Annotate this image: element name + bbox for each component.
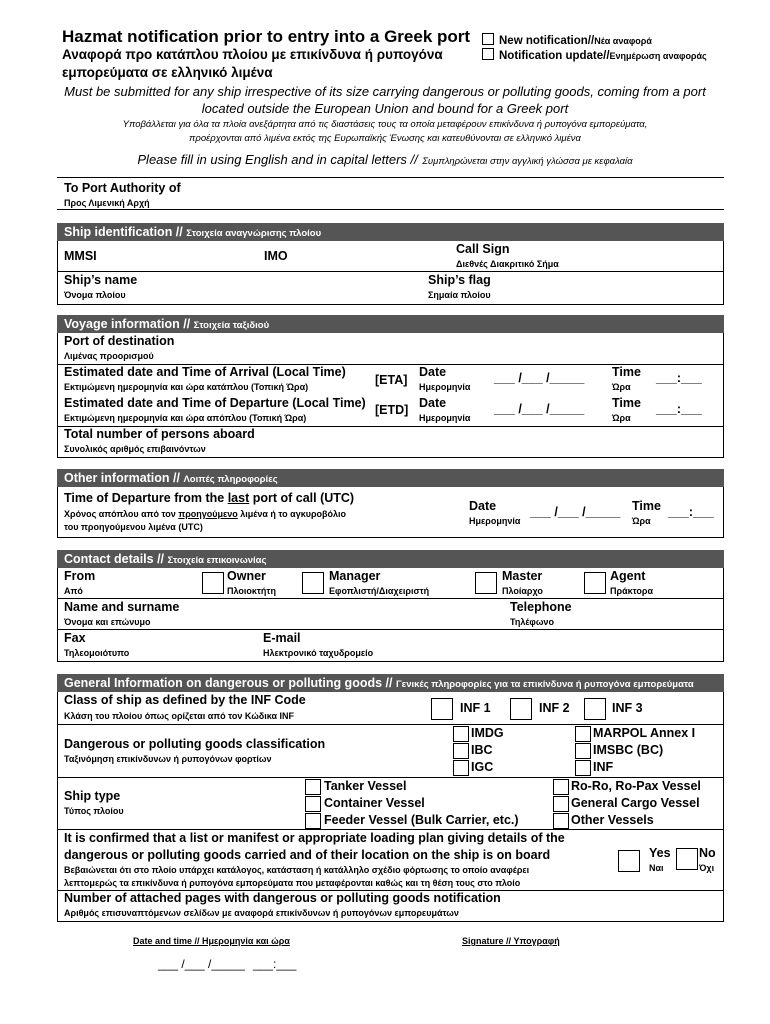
imsbc-label: IMSBC (BC) bbox=[593, 743, 664, 757]
manifest-confirmation-gr-line1: Βεβαιώνεται ότι στο πλοίο υπάρχει κατάλογος, κατάσταση ή κατάλληλο σχέδιο φόρτωσης το οποίο αναφέρει bbox=[64, 865, 530, 875]
imdg-checkbox[interactable] bbox=[453, 726, 469, 742]
contact-row-divider-2 bbox=[57, 629, 724, 630]
mmsi-label: MMSI bbox=[64, 249, 97, 263]
marpol-label: MARPOL Annex I bbox=[593, 726, 696, 740]
email-label: E-mail bbox=[263, 631, 301, 645]
manifest-confirmation-line1: It is confirmed that a list or manifest or appropriate loading plan giving details of the bbox=[64, 831, 565, 845]
agent-checkbox[interactable] bbox=[584, 572, 606, 594]
ship-class-label-gr: Κλάση του πλοίου όπως ορίζεται από τον Κώδικα INF bbox=[64, 711, 295, 721]
last-port-departure-label-gr1: Χρόνος απόπλου από τον προηγούμενο λιμένα ή το αγκυροβόλιο bbox=[64, 509, 347, 519]
instructions-en-line2: located outside the European Union and bound for a Greek port bbox=[201, 101, 569, 116]
form-title-gr-line2: εμπορεύματα σε ελληνικό λιμένα bbox=[62, 65, 273, 80]
footer-time-field[interactable]: ___:___ bbox=[253, 957, 297, 971]
fax-label: Fax bbox=[64, 631, 86, 645]
contact-row-divider-1 bbox=[57, 598, 724, 599]
form-title-gr-line1: Αναφορά προ κατάπλου πλοίου με επικίνδυνα ή ρυπογόνα bbox=[62, 47, 443, 62]
port-destination-label: Port of destination bbox=[64, 334, 175, 348]
manager-label-gr: Εφοπλιστή/Διαχειριστή bbox=[329, 586, 430, 596]
ship-id-row-divider bbox=[57, 271, 724, 272]
inf1-label: INF 1 bbox=[460, 701, 491, 715]
last-port-time-label-gr: Ώρα bbox=[632, 516, 651, 526]
telephone-label-gr: Τηλέφωνο bbox=[510, 617, 554, 627]
owner-label-gr: Πλοιοκτήτη bbox=[227, 586, 276, 596]
arrival-time-field[interactable]: ___:___ bbox=[656, 371, 702, 385]
call-sign-label-gr: Διεθνές Διακριτικό Σήμα bbox=[456, 259, 559, 269]
general-row-divider-1 bbox=[57, 724, 724, 725]
attached-pages-label-gr: Αριθμός επισυναπτόμενων σελίδων με αναφορά επικίνδυνων ή ρυπογόνων εμπορευμάτων bbox=[64, 908, 459, 918]
igc-label: IGC bbox=[471, 760, 494, 774]
departure-label: Estimated date and Time of Departure (Local Time) bbox=[64, 396, 366, 410]
other-vessels-checkbox[interactable] bbox=[553, 813, 569, 829]
master-label: Master bbox=[502, 569, 543, 583]
agent-label-gr: Πράκτορα bbox=[610, 586, 653, 596]
roro-checkbox[interactable] bbox=[553, 779, 569, 795]
departure-label-gr: Εκτιμώμενη ημερομηνία και ώρα απόπλου (Τοπική Ώρα) bbox=[64, 413, 307, 423]
departure-date-label: Date bbox=[419, 396, 447, 410]
ship-type-label: Ship type bbox=[64, 789, 121, 803]
departure-time-label-gr: Ώρα bbox=[612, 413, 631, 423]
tanker-checkbox[interactable] bbox=[305, 779, 321, 795]
name-surname-label-gr: Όνομα και επώνυμο bbox=[64, 617, 151, 627]
owner-label: Owner bbox=[227, 569, 266, 583]
marpol-checkbox[interactable] bbox=[575, 726, 591, 742]
goods-classification-label: Dangerous or polluting goods classification bbox=[64, 737, 326, 751]
fax-label-gr: Τηλεομοιότυπο bbox=[64, 648, 130, 658]
eta-tag: [ETA] bbox=[375, 373, 408, 387]
ship-type-label-gr: Τύπος πλοίου bbox=[64, 806, 124, 816]
port-destination-label-gr: Λιμένας προορισμού bbox=[64, 351, 154, 361]
voyage-header: Voyage information // Στοιχεία ταξιδιού bbox=[57, 315, 724, 333]
inf2-label: INF 2 bbox=[539, 701, 570, 715]
other-info-header: Other information // Λοιπές πληροφορίες bbox=[57, 469, 724, 487]
owner-checkbox[interactable] bbox=[202, 572, 224, 594]
instructions-gr-line2: προέρχονται από λιμένα εκτός της Ευρωπαϊκής Ένωσης και κατευθύνονται σε ελληνικό λιμένα bbox=[189, 133, 581, 144]
manifest-confirmation-gr-line2: λεπτομερώς τα επικίνδυνα ή ρυπογόνα εμπορεύματα που μεταφέρονται καθώς και τη θέση τους στο πλοίο bbox=[64, 878, 521, 888]
imdg-label: IMDG bbox=[471, 726, 504, 740]
arrival-label-gr: Εκτιμώμενη ημερομηνία και ώρα κατάπλου (Τοπική Ώρα) bbox=[64, 382, 309, 392]
no-label-gr: Όχι bbox=[699, 863, 715, 873]
yes-checkbox[interactable] bbox=[618, 850, 640, 872]
new-notification-checkbox[interactable] bbox=[482, 33, 494, 45]
ibc-checkbox[interactable] bbox=[453, 743, 469, 759]
inf-label: INF bbox=[593, 760, 614, 774]
arrival-date-label: Date bbox=[419, 365, 447, 379]
to-port-label: To Port Authority of bbox=[64, 181, 181, 195]
to-port-top-line bbox=[57, 177, 724, 178]
instructions-gr-line1: Υποβάλλεται για όλα τα πλοία ανεξάρτητα από τις διαστάσεις τους τα οποία μεταφέρουν επικίνδυνα ή ρυπογόνα εμπορεύματα, bbox=[122, 119, 648, 130]
new-notification-label: New notification//Νέα αναφορά bbox=[499, 35, 652, 47]
general-row-divider-2 bbox=[57, 777, 724, 778]
name-surname-label: Name and surname bbox=[64, 600, 180, 614]
from-label-gr: Από bbox=[64, 586, 83, 596]
arrival-time-label: Time bbox=[612, 365, 641, 379]
persons-aboard-label-gr: Συνολικός αριθμός επιβαινόντων bbox=[64, 444, 206, 454]
notification-update-label: Notification update//Ενημέρωση αναφοράς bbox=[499, 50, 707, 62]
to-port-input-line[interactable] bbox=[57, 209, 724, 210]
notification-update-checkbox[interactable] bbox=[482, 48, 494, 60]
imsbc-checkbox[interactable] bbox=[575, 743, 591, 759]
yes-label: Yes bbox=[649, 846, 671, 860]
etd-tag: [ETD] bbox=[375, 403, 409, 417]
inf1-checkbox[interactable] bbox=[431, 698, 453, 720]
call-sign-label: Call Sign bbox=[456, 242, 510, 256]
igc-checkbox[interactable] bbox=[453, 760, 469, 776]
yes-label-gr: Ναι bbox=[649, 863, 664, 873]
roro-label: Ro-Ro, Ro-Pax Vessel bbox=[571, 779, 701, 793]
tanker-label: Tanker Vessel bbox=[324, 779, 407, 793]
contact-header: Contact details // Στοιχεία επικοινωνίας bbox=[57, 550, 724, 568]
master-checkbox[interactable] bbox=[475, 572, 497, 594]
instructions-en-line1: Must be submitted for any ship irrespective of its size carrying dangerous or polluting goods, coming from a port bbox=[64, 84, 706, 99]
footer-date-field[interactable]: ___ /___ /_____ bbox=[158, 957, 245, 971]
container-checkbox[interactable] bbox=[305, 796, 321, 812]
from-label: From bbox=[64, 569, 96, 583]
manifest-confirmation-line2: dangerous or polluting goods carried and of their location on the ship is on board bbox=[64, 848, 551, 862]
attached-pages-label: Number of attached pages with dangerous or polluting goods notification bbox=[64, 891, 501, 905]
departure-date-label-gr: Ημερομηνία bbox=[419, 413, 471, 423]
last-port-date-label-gr: Ημερομηνία bbox=[469, 516, 521, 526]
general-cargo-checkbox[interactable] bbox=[553, 796, 569, 812]
manager-checkbox[interactable] bbox=[302, 572, 324, 594]
email-label-gr: Ηλεκτρονικό ταχυδρομείο bbox=[263, 648, 374, 658]
goods-classification-label-gr: Ταξινόμηση επικίνδυνων ή ρυπογόνων φορτίων bbox=[64, 754, 272, 764]
last-port-date-field[interactable]: ___ /___ /_____ bbox=[530, 505, 621, 519]
general-cargo-label: General Cargo Vessel bbox=[571, 796, 700, 810]
general-info-header: General Information on dangerous or polluting goods // Γενικές πληροφορίες για τα επικίνδυνα ή ρυπογόνα εμπορεύματα bbox=[57, 674, 724, 692]
agent-label: Agent bbox=[610, 569, 646, 583]
form-title-en: Hazmat notification prior to entry into a Greek port bbox=[62, 27, 471, 46]
no-label: No bbox=[699, 846, 716, 860]
general-row-divider-3 bbox=[57, 829, 724, 830]
ship-name-label: Ship’s name bbox=[64, 273, 138, 287]
last-port-date-label: Date bbox=[469, 499, 497, 513]
inf3-checkbox[interactable] bbox=[584, 698, 606, 720]
signature-caption: Signature // Υπογραφή bbox=[462, 936, 560, 946]
departure-date-field[interactable]: ___ /___ /_____ bbox=[494, 402, 585, 416]
no-checkbox[interactable] bbox=[676, 848, 698, 870]
arrival-label: Estimated date and Time of Arrival (Local Time) bbox=[64, 365, 346, 379]
container-label: Container Vessel bbox=[324, 796, 425, 810]
ship-name-label-gr: Όνομα πλοίου bbox=[64, 290, 126, 300]
ship-flag-label: Ship’s flag bbox=[428, 273, 491, 287]
last-port-time-field[interactable]: ___:___ bbox=[668, 505, 714, 519]
persons-aboard-label: Total number of persons aboard bbox=[64, 427, 255, 441]
feeder-checkbox[interactable] bbox=[305, 813, 321, 829]
departure-time-field[interactable]: ___:___ bbox=[656, 402, 702, 416]
ship-flag-label-gr: Σημαία πλοίου bbox=[428, 290, 491, 300]
arrival-date-field[interactable]: ___ /___ /_____ bbox=[494, 371, 585, 385]
telephone-label: Telephone bbox=[510, 600, 572, 614]
arrival-time-label-gr: Ώρα bbox=[612, 382, 631, 392]
feeder-label: Feeder Vessel (Bulk Carrier, etc.) bbox=[324, 813, 519, 827]
arrival-date-label-gr: Ημερομηνία bbox=[419, 382, 471, 392]
last-port-departure-label-gr2: του προηγούμενου λιμένα (UTC) bbox=[64, 522, 203, 532]
fill-instructions: Please fill in using English and in capital letters // Συμπληρώνεται στην αγγλική γλώσσα με κεφαλαία bbox=[137, 152, 633, 167]
manager-label: Manager bbox=[329, 569, 381, 583]
inf2-checkbox[interactable] bbox=[510, 698, 532, 720]
imo-label: IMO bbox=[264, 249, 288, 263]
last-port-time-label: Time bbox=[632, 499, 661, 513]
ship-class-label: Class of ship as defined by the INF Code bbox=[64, 693, 306, 707]
to-port-label-gr: Προς Λιμενική Αρχή bbox=[64, 198, 150, 208]
date-time-caption: Date and time // Ημερομηνία και ώρα bbox=[133, 936, 290, 946]
ship-identification-header: Ship identification // Στοιχεία αναγνώρισης πλοίου bbox=[57, 223, 724, 241]
inf-checkbox[interactable] bbox=[575, 760, 591, 776]
ibc-label: IBC bbox=[471, 743, 493, 757]
last-port-departure-label: Time of Departure from the last port of call (UTC) bbox=[64, 491, 355, 505]
master-label-gr: Πλοίαρχο bbox=[502, 586, 543, 596]
other-vessels-label: Other Vessels bbox=[571, 813, 654, 827]
inf3-label: INF 3 bbox=[612, 701, 643, 715]
departure-time-label: Time bbox=[612, 396, 641, 410]
